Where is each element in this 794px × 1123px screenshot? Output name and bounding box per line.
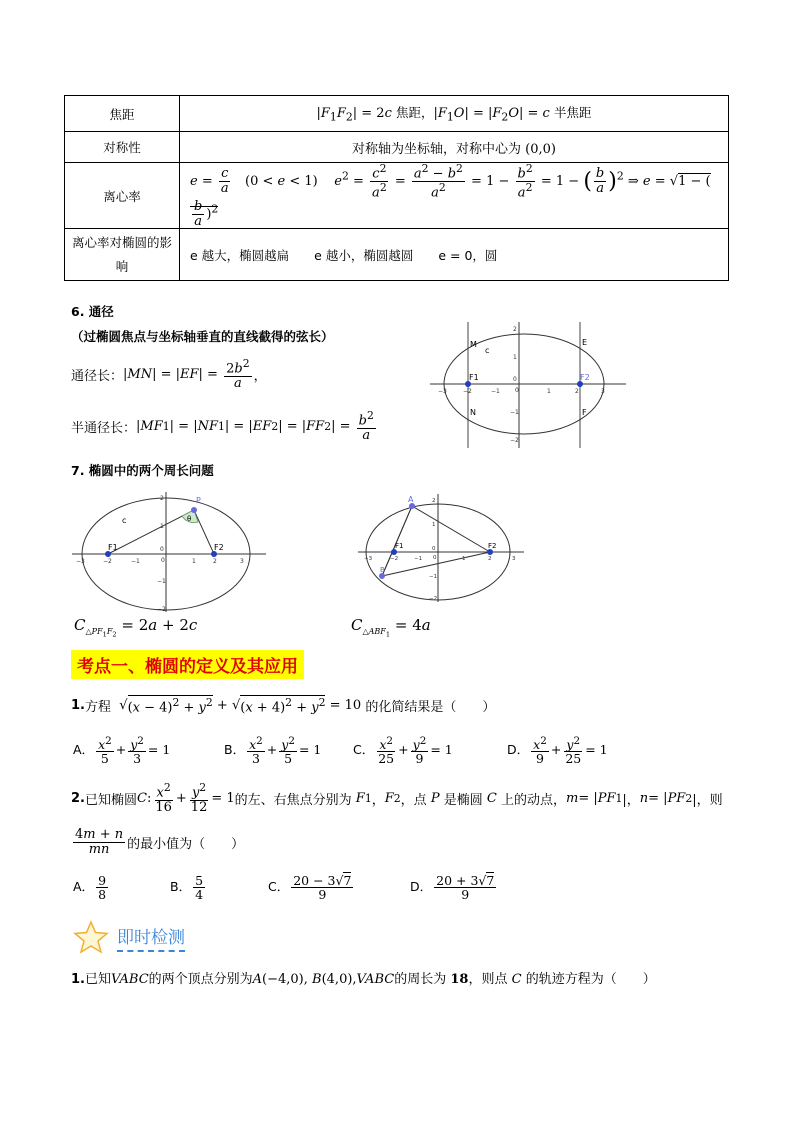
star-icon — [73, 920, 109, 954]
label-e: E — [582, 338, 588, 347]
tick: 1 — [160, 523, 164, 530]
label-p: P — [196, 496, 201, 505]
tick: 2 — [160, 495, 164, 502]
table-row-eccentricity — [65, 163, 729, 229]
row-content: e 越大，椭圆越扁 e 越小，椭圆越圆 e = 0，圆 — [180, 229, 729, 281]
table-row-symmetry — [65, 132, 729, 163]
label-f1: F1 — [395, 542, 404, 550]
tick: 2 — [213, 558, 217, 565]
label-f2: F2 — [488, 542, 497, 550]
check-title: 即时检测 — [117, 923, 185, 952]
tick: 3 — [601, 388, 605, 395]
label-f1: F1 — [469, 373, 479, 382]
row-label: 离心率 — [65, 163, 180, 229]
tick: 0 — [433, 555, 437, 561]
q1-option-b[interactable]: B． $\frac{x^2}{3}$ + $\frac{y^2}{5}$ = 1 — [224, 735, 322, 767]
question-2: 2. 已知椭圆 C : $\frac{x^2}{16}$ + $\frac{y^2}{12}$ = 1 的左、右焦点分别为 F 1 ， F 2 ， 点 P 是椭圆 C 上的动点， m = | PF 1 |， n = | PF 2 |， 则 — [71, 781, 723, 815]
tick: −3 — [76, 558, 85, 565]
tick: 2 — [575, 388, 579, 395]
tick: 2 — [488, 556, 492, 562]
kaodian-title: 考点一、椭圆的定义及其应用 — [71, 650, 304, 679]
question-2-line2: $\frac{4m + n}{mn}$ 的最小值为（ ） — [75, 827, 245, 857]
tick: 0 — [513, 376, 517, 383]
q2-option-a[interactable]: A． $\frac{9}{8}$ — [73, 873, 107, 903]
tick: −3 — [438, 388, 447, 395]
row-content: 对称轴为坐标轴，对称中心为 (0,0) — [180, 132, 729, 163]
table-row-eccentricity-effect — [65, 229, 729, 281]
perimeter-formula-2: $C_{\triangle ABF_1} = 4a$ — [351, 616, 431, 639]
question-1: 1. 方程 √ $(x - 4)^2 + y^2$ + √ $(x + 4)^2 + y^2$ = 10 的化简结果是（ ） — [71, 696, 496, 716]
q2-option-d[interactable]: D． $\frac{20 + 3√7}{9}$ — [410, 873, 495, 903]
perimeter-formula-1: $C_{\triangle PF_1F_2} = 2a + 2c$ — [74, 616, 198, 639]
tick: 1 — [462, 556, 466, 562]
latus-rectum-line: 通径长： |MN| = |EF| = $\frac{2b^2}{a}$ ， — [71, 357, 267, 391]
y-ticks — [429, 498, 437, 602]
label-b: B — [380, 566, 385, 574]
tick: 1 — [432, 522, 436, 528]
q1-option-a[interactable]: A． $\frac{x^2}{5}$ + $\frac{y^2}{3}$ = 1 — [73, 735, 171, 767]
tick: 1 — [513, 354, 517, 361]
tick: −2 — [510, 437, 519, 444]
tick: 2 — [513, 326, 517, 333]
section7-heading: 7. 椭圆中的两个周长问题 — [71, 463, 214, 478]
check-header — [73, 920, 185, 954]
label-m: M — [470, 340, 477, 349]
label-f2: F2 — [214, 543, 224, 552]
figure-focal-triangle — [70, 490, 270, 614]
tick: −1 — [429, 574, 438, 580]
section6-subtitle: （过椭圆焦点与坐标轴垂直的直线截得的弦长） — [71, 329, 334, 344]
tick: −1 — [414, 556, 423, 562]
tick: −2 — [390, 556, 399, 562]
q2-option-c[interactable]: C． $\frac{20 - 3√7}{9}$ — [268, 873, 352, 903]
tick: 0 — [515, 387, 519, 394]
semi-latus-line: 半通径长： |MF 1 | = |NF 1 | = |EF 2 | = |FF 2 | = $\frac{b^2}{a}$ — [71, 409, 374, 443]
label-f2: F2 — [580, 373, 590, 382]
label-f1: F1 — [108, 543, 118, 552]
tick: 3 — [512, 556, 516, 562]
row-content: e = $\frac{c}{a}$ (0 < e < 1) $e^2$ = $\frac{c^2}{a^2}$ = $\frac{a^2 - b^2}{a^2}$ = 1 − $\frac{b^2}{a^2}$ = 1 − ( $\frac{b}{a}$ )$^2$ ⇒ e = √1 − ( $\frac{b}{a}$ )$^2$ — [180, 163, 729, 229]
label-f: F — [582, 408, 587, 417]
row-label: 对称性 — [65, 132, 180, 163]
triangle-abf2 — [382, 506, 490, 576]
tick: −1 — [491, 388, 500, 395]
figure-chord-triangle — [356, 492, 526, 604]
x-ticks — [76, 557, 244, 565]
label-theta: θ — [187, 515, 192, 523]
tick: −1 — [157, 578, 166, 585]
q2-option-b[interactable]: B． $\frac{5}{4}$ — [170, 873, 204, 903]
tick: 1 — [547, 388, 551, 395]
row-label: 离心率对椭圆的影响 — [65, 229, 180, 281]
q1-option-c[interactable]: C． $\frac{x^2}{25}$ + $\frac{y^2}{9}$ = 1 — [353, 735, 453, 767]
label-a: A — [408, 495, 414, 504]
question-check-1: 1.已知VABC的两个顶点分别为A(−4,0), B(4,0),VABC的周长为 18，则点 C 的轨迹方程为（ ） — [71, 972, 656, 987]
tick: −1 — [510, 409, 519, 416]
x-ticks — [364, 555, 516, 562]
y-ticks — [510, 326, 519, 444]
tick: −3 — [364, 556, 373, 562]
tick: −2 — [103, 558, 112, 565]
tick: 2 — [432, 498, 436, 504]
tick: −2 — [157, 606, 166, 613]
table-row-focal — [65, 96, 729, 132]
tick: −2 — [429, 596, 438, 602]
semi-label: 半通径长： — [71, 420, 137, 436]
tick: 0 — [161, 557, 165, 564]
figure-latus-rectum — [430, 320, 630, 450]
tick: 0 — [432, 546, 436, 552]
row-content: $|F_1F_2| = 2c$ 焦距，$|F_1O| = |F_2O| = c$ 半焦距 — [180, 96, 729, 132]
row-label: 焦距 — [65, 96, 180, 132]
label-n: N — [470, 408, 476, 417]
ellipse-properties-table — [64, 95, 729, 281]
label-c: c — [122, 516, 127, 525]
latus-label: 通径长： — [71, 368, 124, 384]
point-p — [191, 507, 197, 513]
label-c: c — [485, 346, 490, 355]
tick: −1 — [131, 558, 140, 565]
tick: −2 — [463, 388, 472, 395]
section6-heading: 6. 通径 — [71, 304, 114, 319]
tick: 1 — [192, 558, 196, 565]
tick: 0 — [160, 546, 164, 553]
chord-ab — [382, 506, 412, 576]
tick: 3 — [240, 558, 244, 565]
q1-option-d[interactable]: D． $\frac{x^2}{9}$ + $\frac{y^2}{25}$ = 1 — [507, 735, 608, 767]
